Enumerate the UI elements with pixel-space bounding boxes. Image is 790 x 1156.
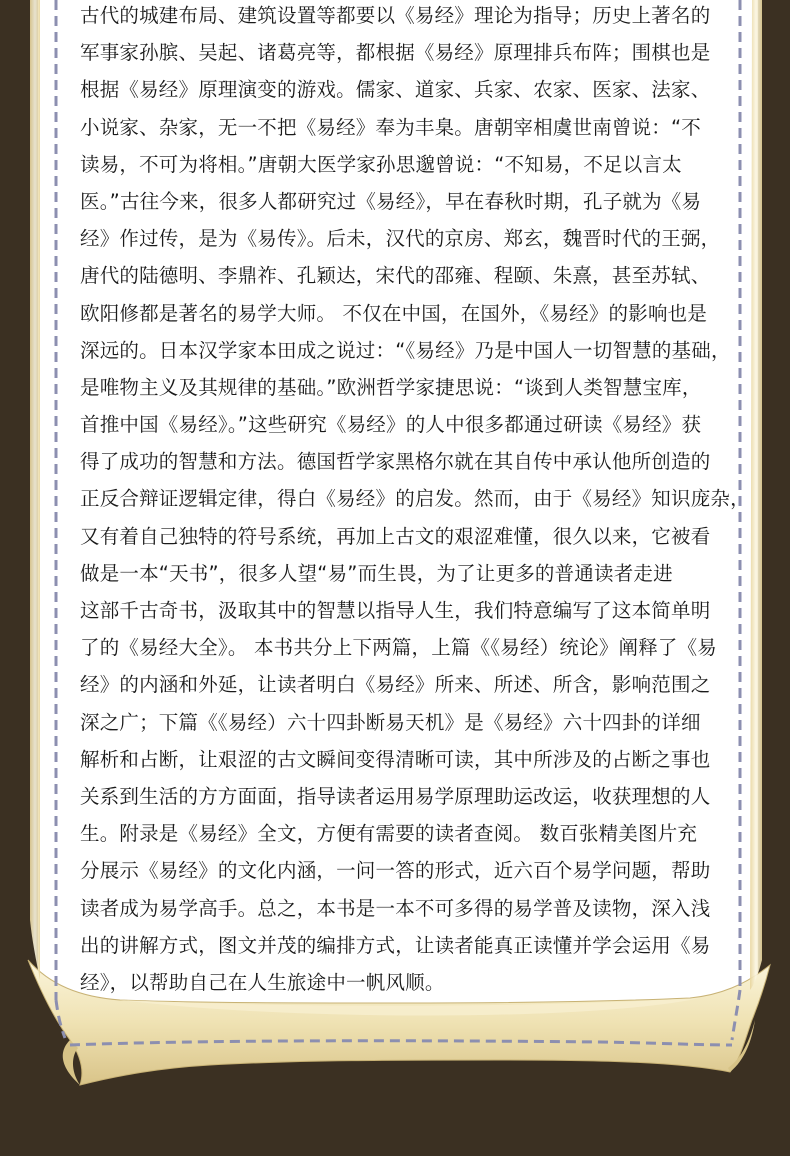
text-line: 了的《易经大全》。 本书共分上下两篇，上篇《《易经）统论》阐释了《易 — [80, 636, 717, 660]
text-line: 首推中国《易经》。”这些研究《易经》的人中很多都通过研读《易经》获 — [80, 413, 702, 437]
text-line: 唐代的陆德明、李鼎祚、孔颖达，宋代的邵雍、程颐、朱熹，甚至苏轼、 — [80, 264, 711, 288]
text-line: 出的讲解方式，图文并茂的编排方式，让读者能真正读懂并学会运用《易 — [80, 933, 711, 957]
text-line: 小说家、杂家，无一不把《易经》奉为丰臬。唐朝宰相虞世南曾说：“不 — [80, 115, 702, 139]
text-line: 是唯物主义及其规律的基础。”欧洲哲学家捷思说：“谈到人类智慧宝库， — [80, 375, 702, 399]
text-line: 古代的城建布局、建筑设置等都要以《易经》理论为指导；历史上著名的 — [80, 4, 711, 27]
text-line: 欧阳修都是著名的易学大师。 不仅在中国，在国外，《易经》的影响也是 — [80, 301, 708, 325]
book-description — [80, 0, 750, 1001]
text-line: 经》的内涵和外延，让读者明白《易经》所来、所述、所含，影响范围之 — [80, 673, 711, 697]
text-line: 这部千古奇书，汲取其中的智慧以指导人生，我们特意编写了这本简单明 — [80, 599, 711, 622]
text-line: 深远的。日本汉学家本田成之说过：“《易经》乃是中国人一切智慧的基础， — [80, 338, 731, 362]
text-line: 军事家孙膑、吴起、诸葛亮等，都根据《易经》原理排兵布阵；围棋也是 — [80, 41, 711, 65]
text-line: 分展示《易经》的文化内涵，一问一答的形式，近六百个易学问题，帮助 — [80, 859, 711, 883]
text-line: 读者成为易学高手。总之，本书是一本不可多得的易学普及读物，深入浅 — [80, 896, 711, 920]
text-line: 关系到生活的方方面面，指导读者运用易学原理助运改运，收获理想的人 — [80, 784, 711, 808]
text-line: 经》，以帮助自己在人生旅途中一帆风顺。 — [80, 970, 445, 994]
text-line: 正反合辩证逻辑定律，得白《易经》的启发。然而，由于《易经》知识庞杂， — [80, 487, 750, 511]
text-line: 深之广；下篇《《易经）六十四卦断易天机》是《易经》六十四卦的详细 — [80, 710, 701, 734]
text-line: 医。”古往今来，很多人都研究过《易经》，早在春秋时期，孔子就为《易 — [80, 189, 702, 213]
text-line: 根据《易经》原理演变的游戏。儒家、道家、兵家、农家、医家、法家、 — [80, 78, 711, 102]
text-line: 解析和占断，让艰涩的古文瞬间变得清晰可读，其中所涉及的占断之事也 — [80, 747, 711, 771]
text-line: 又有着自己独特的符号系统，再加上古文的艰涩难懂，很久以来，它被看 — [80, 524, 711, 548]
text-line: 读易，不可为将相。”唐朝大医学家孙思邈曾说：“不知易，不足以言太 — [80, 152, 682, 176]
text-line: 经》作过传，是为《易传》。后未，汉代的京房、郑玄，魏晋时代的王弼， — [80, 227, 721, 251]
text-line: 生。附录是《易经》全文，方便有需要的读者查阅。 数百张精美图片充 — [80, 822, 698, 846]
text-line: 得了成功的智慧和方法。德国哲学家黑格尔就在其自传中承认他所创造的 — [80, 450, 711, 474]
text-line: 做是一本“天书”，很多人望“易”而生畏，为了让更多的普通读者走进 — [80, 561, 673, 585]
